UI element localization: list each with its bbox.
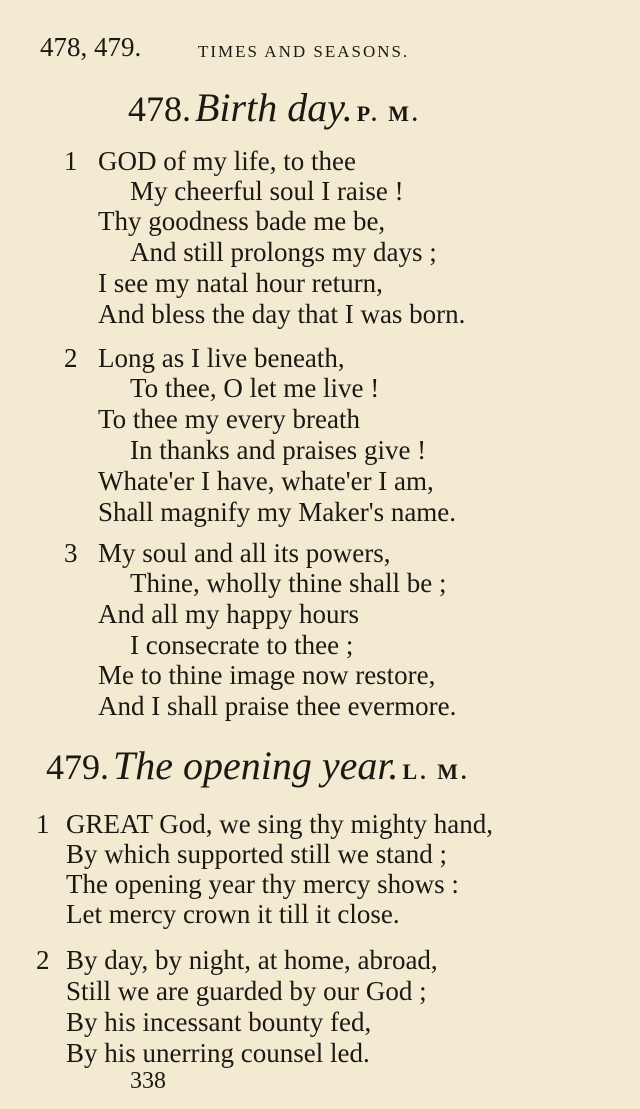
verse-number: 1 (64, 146, 78, 176)
verse-line: By his incessant bounty fed, (66, 1007, 372, 1037)
verse-line: GREAT God, we sing thy mighty hand, (66, 809, 493, 839)
hymn-479-title (46, 742, 469, 789)
verse-line: Me to thine image now restore, (98, 660, 436, 690)
verse-line: I see my natal hour return, (98, 268, 383, 298)
hymn-number: 479. (46, 747, 109, 787)
verse-line: Thine, wholly thine shall be ; (130, 568, 447, 598)
verse-number: 2 (64, 343, 78, 373)
verse-line: By day, by night, at home, abroad, (66, 945, 438, 975)
verse-line: And all my happy hours (98, 599, 359, 629)
hymn-name: The opening year. (113, 743, 399, 788)
verse-number: 1 (36, 809, 50, 839)
hymn-478-title (128, 84, 420, 131)
running-head-page-numbers: 478, 479. (40, 32, 142, 62)
verse-line: And I shall praise thee evermore. (98, 691, 457, 721)
verse-line: Let mercy crown it till it close. (66, 899, 400, 929)
verse-line: GOD of my life, to thee (98, 146, 356, 176)
verse-line: Shall magnify my Maker's name. (98, 497, 457, 527)
verse-line: Thy goodness bade me be, (98, 206, 386, 236)
verse-line: My soul and all its powers, (98, 538, 391, 568)
verse-line: By which supported still we stand ; (66, 839, 447, 869)
hymn-number: 478. (128, 89, 191, 129)
verse-line: I consecrate to thee ; (130, 630, 354, 660)
page-folio: 338 (130, 1068, 166, 1094)
verse-line: Long as I live beneath, (98, 343, 345, 373)
hymn-meter: P. M. (356, 101, 421, 126)
verse-line: To thee, O let me live ! (130, 373, 380, 403)
hymn-name: Birth day. (195, 85, 353, 130)
verse-line: In thanks and praises give ! (130, 435, 427, 465)
verse-line: Still we are guarded by our God ; (66, 976, 427, 1006)
verse-number: 2 (36, 945, 50, 975)
running-head (40, 30, 600, 70)
verse-line: By his unerring counsel led. (66, 1038, 370, 1068)
verse-line: To thee my every breath (98, 404, 360, 434)
verse-line: My cheerful soul I raise ! (130, 176, 404, 206)
hymn-meter: L. M. (402, 759, 470, 784)
verse-line: The opening year thy mercy shows : (66, 869, 459, 899)
verse-line: And still prolongs my days ; (130, 237, 437, 267)
verse-line: And bless the day that I was born. (98, 299, 466, 329)
verse-number: 3 (64, 538, 78, 568)
running-head-section: TIMES AND SEASONS. (198, 42, 410, 61)
verse-line: Whate'er I have, whate'er I am, (98, 466, 434, 496)
